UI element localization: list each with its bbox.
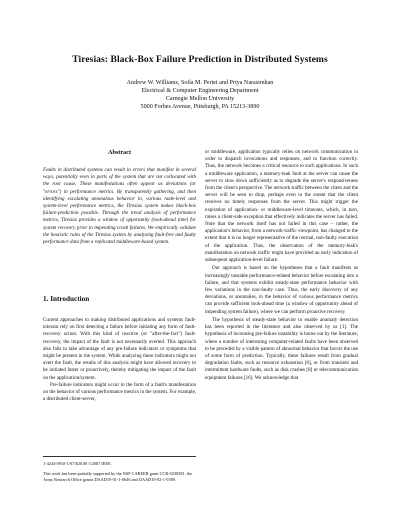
paper-title: Tiresias: Black-Box Failure Prediction in Distributed Systems	[72, 54, 328, 65]
footnote-block	[43, 461, 196, 482]
abstract-section	[43, 167, 196, 246]
intro-paragraph: Current approaches to making distributed applications and systems fault-tolerant rely on first detecting a failure before initiating any form of fault-recovery action. With this kind of reactive (or "after-the-fact") fault-recovery, the impact of the fault is not necessarily averted. This approach also fails to take advantage of any pre-failure indicators or symptoms that might be present in the system. While analyzing these indicators might not avert the fault, the results of this analysis might have allowed recovery to be initiated faster or proactively, thereby mitigating the impact of the fault on the application/system.	[43, 317, 196, 381]
author-university: Carnegie Mellon University	[165, 96, 235, 103]
abstract-text: Faults in distributed systems can result in errors that manifest in several ways, potentially even in parts of the system that are not collocated with the root cause. These manifestations often appear as deviations (or "errors") in performance metrics. By transparently gathering, and then identifying escalating anomalous behavior in, various node-level and system-level performance metrics, the Tiresias system makes black-box failure-prediction possible. Through the trend analysis of performance metrics, Tiresias provides a window of opportunity (look-ahead time) for system recovery prior to impending crash failures. We empirically validate the heuristic rules of the Tiresias system by analyzing fault-free and faulty performance data from a replicated middleware-based system.	[43, 167, 196, 246]
body-paragraph: or middleware, application typically relies on network communication in order to dispatch invocations and responses, and to function correctly. Thus, the network becomes a critical resource to such applications. In such a middleware application, a memory-leak fault at the server can cause the server to slow down sufficiently as to degrade the server's responsiveness from the client's perspective. The network traffic between the client and the server will be seen to drop, perhaps even to the extent that the client receives no timely responses from the server. This might trigger the expiration of application- or middleware-level timeouts, which, in turn, raises a client-side exception that effectively indicates the server has failed. Note that the network itself has not failed in this case – rather, the application's behavior, from a network-traffic viewpoint, has changed to the extent that it is no longer representative of the normal, non-faulty execution of the application. Thus, the observation of the memory-leak's manifestation on network traffic might have provided an early indication of subsequent application-level failure.	[205, 149, 358, 264]
right-column	[205, 149, 358, 383]
section-heading-introduction: 1. Introduction	[43, 295, 90, 303]
author-department: Electrical & Computer Engineering Department	[141, 88, 259, 95]
author-names: Andrew W. Williams, Soila M. Pertet and Priya Narasimhan	[126, 80, 274, 86]
intro-paragraph: Pre-failure indicators might occur in the form of a fault's manifestation on the behavior of various performance metrics in the system. For example, a distributed client-server,	[43, 381, 196, 403]
author-block	[20, 79, 380, 111]
funding-note: This work has been partially supported by the NSF CAREER grant CCR-0238381, the Army Research Office grants DAAD19-01-1-0646 and DAAD19-02-1-0389.	[43, 470, 193, 482]
author-address: 5000 Forbes Avenue, Pittsburgh, PA 15213-3890	[140, 104, 260, 111]
isbn-notice: 1-4244-0910-1/07/$20.00 ©2007 IEEE.	[43, 461, 112, 466]
introduction-section	[43, 317, 196, 403]
abstract-heading: Abstract	[107, 149, 132, 156]
body-paragraph: The hypothesis of steady-state behavior to enable anomaly detection has been reported in the literature and also observed by us [1]. The hypothesis of increasing pre-failure instability is borne out by the literature, where a number of interesting computer-related faults have been observed to be preceded by a visible pattern of abnormal behavior that favors the use of some form of prediction. Typically, these failures result from gradual degradation faults, such as resource exhaustion [6], or from transient and intermittent hardware faults, such as disk crashes [8] or telecommunication equipment failures [16]. We acknowledge that	[205, 317, 358, 381]
body-paragraph: Our approach is based on the hypotheses that a fault manifests as increasingly unstable performance-related behavior before escalating into a failure, and that systems exhibit steady-state performance behavior with few variations in the non-faulty case. Thus, the early discovery of any deviations, or anomalies, in the behavior of various performance metrics can provide sufficient look-ahead time (a window of opportunity ahead of impending system failure), where we can perform proactive recovery.	[205, 265, 358, 315]
footnote-divider	[43, 456, 196, 457]
